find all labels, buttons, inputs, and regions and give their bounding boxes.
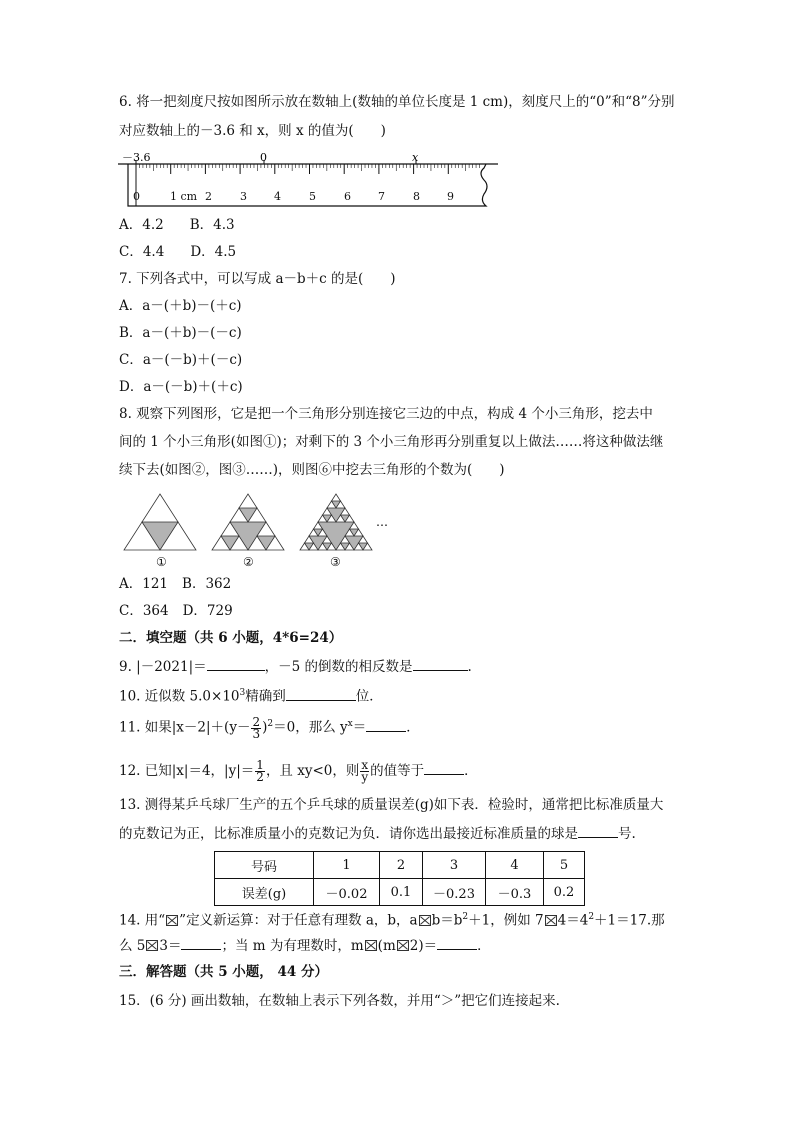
q10-answer-blank[interactable]	[286, 687, 356, 701]
q9-part3: .	[467, 659, 472, 675]
q12-part4: ．	[464, 763, 478, 779]
otimes-operator-icon	[545, 915, 557, 926]
q11-part3: ＝0，那么 y	[273, 719, 348, 736]
table-cell: 5	[544, 852, 585, 879]
q14-text-j: (m	[377, 938, 396, 954]
q6-options-cd	[119, 243, 236, 261]
q6-option-c[interactable]: C．4.4	[119, 244, 165, 260]
q14-line1	[119, 908, 665, 930]
figure-label-1: ①	[156, 555, 167, 569]
q7-option-b[interactable]: B．a－(＋b)－(－c)	[119, 325, 242, 341]
table-header-cell: 误差(g)	[215, 879, 314, 906]
q8-line2: 间的 1 个小三角形(如图①)；对剩下的 3 个小三角形再分别重复以上做法……将这种做法继	[119, 434, 664, 450]
q9-answer-blank-2[interactable]	[413, 657, 468, 671]
sierpinski-figures	[0, 490, 794, 570]
q7-option-c[interactable]: C．a－(－b)＋(－c)	[119, 352, 243, 368]
q6-option-b[interactable]: B．4.3	[189, 217, 235, 233]
figure-label-3: ③	[330, 555, 341, 569]
q6-line2: 对应数轴上的－3.6 和 x，则 x 的值为( )	[119, 123, 386, 139]
table-row	[215, 879, 585, 906]
q13-line2b: 号.	[618, 826, 636, 842]
q13-line2	[119, 824, 636, 843]
q11-square: 2	[267, 719, 274, 729]
q13-line2a: 的克数记为正，比标准质量小的克数记为负．请你选出最接近标准质量的球是	[119, 826, 578, 842]
q7-option-a[interactable]: A．a－(＋b)－(＋c)	[119, 298, 242, 314]
q10-part1: 10. 近似数 5.0×10	[119, 688, 240, 705]
figure-label-2: ②	[243, 555, 254, 569]
q11-answer-blank[interactable]	[366, 718, 406, 732]
q13-line1: 13. 测得某乒乓球厂生产的五个乒乓球的质量误差(g)如下表．检验时，通常把比标准质量大	[119, 797, 664, 813]
q14-text-b: ”定义新运算：对于任意有理数 a，b，a	[179, 912, 418, 929]
q12	[119, 760, 478, 783]
section3-heading: 三．解答题（共 5 小题， 44 分）	[119, 964, 328, 980]
error-table	[214, 851, 585, 906]
q14-text-a: 14. 用“	[119, 912, 166, 929]
ruler-num-9: 9	[447, 190, 454, 203]
q12-fraction-xy: $\frac{x}{y}$	[361, 758, 369, 784]
table-cell: 1	[314, 852, 380, 879]
q12-part3: 的值等于	[370, 763, 425, 779]
q14-text-g: 么 5	[119, 938, 146, 954]
q14-text-k: 2)＝	[409, 938, 438, 954]
q8-option-b[interactable]: B．362	[182, 576, 232, 592]
q8-option-d[interactable]: D．729	[182, 603, 233, 619]
q9	[119, 657, 472, 676]
table-header-cell: 号码	[215, 852, 314, 879]
q14-answer-blank-1[interactable]	[181, 936, 221, 950]
ruler-num-1cm: 1 cm	[170, 190, 198, 203]
otimes-operator-icon	[365, 940, 377, 951]
q6-option-d[interactable]: D．4.5	[190, 244, 237, 260]
q14-text-l: ．	[477, 938, 491, 954]
ruler-num-7: 7	[378, 190, 385, 203]
table-cell: 3	[423, 852, 486, 879]
q10-exponent: 3	[239, 688, 246, 698]
ruler-num-6: 6	[344, 190, 351, 203]
q7-stem: 7. 下列各式中，可以写成 a－b＋c 的是( )	[119, 271, 396, 287]
otimes-operator-icon	[397, 940, 409, 951]
otimes-operator-icon	[166, 915, 178, 926]
q11-exp-x: x	[347, 719, 353, 729]
table-cell: －0.02	[314, 879, 380, 906]
q14-text-f: ＋1＝17.那	[594, 912, 665, 929]
q11-part4: ＝	[352, 719, 367, 736]
q14-sup-c: 2	[462, 912, 469, 922]
ruler-figure	[0, 146, 794, 216]
q14-text-i: ；当 m 为有理数时，m	[221, 938, 364, 954]
q14-text-h: 3＝	[159, 938, 182, 954]
q10	[119, 684, 383, 706]
ruler-num-5: 5	[309, 190, 316, 203]
figure-ellipsis: …	[376, 515, 388, 529]
q7-option-d[interactable]: D．a－(－b)＋(＋c)	[119, 379, 243, 395]
q12-part1: 12. 已知|x|＝4，|y|＝	[119, 763, 255, 779]
triangle-figure-1	[124, 494, 196, 550]
ruler-num-2: 2	[205, 190, 212, 203]
q11-part5: ．	[406, 719, 420, 736]
q6-option-a[interactable]: A．4.2	[119, 217, 164, 233]
q11	[119, 715, 420, 740]
q14-text-c: b＝b	[431, 912, 463, 929]
q8-options-ab	[119, 575, 231, 593]
table-cell: 2	[380, 852, 423, 879]
q11-fraction: $\frac{2}{3}$	[252, 714, 261, 741]
ruler-num-8: 8	[413, 190, 420, 203]
otimes-operator-icon	[146, 940, 158, 951]
q12-part2: ，且 xy<0，则	[265, 763, 360, 779]
ruler-num-4: 4	[274, 190, 281, 203]
q14-sup-e: 2	[588, 912, 595, 922]
q8-line3: 续下去(如图②，图③……)，则图⑥中挖去三角形的个数为( )	[119, 462, 505, 478]
ruler-num-3: 3	[240, 190, 247, 203]
q9-answer-blank-1[interactable]	[207, 657, 265, 671]
q15-text: 15．(6 分) 画出数轴，在数轴上表示下列各数，并用“＞”把它们连接起来.	[119, 993, 560, 1009]
axis-label-neg36: －3.6	[122, 151, 151, 164]
axis-label-zero: 0	[260, 151, 267, 164]
ruler-num-0: 0	[133, 190, 140, 203]
q9-part2: ，－5 的倒数的相反数是	[264, 659, 413, 675]
otimes-operator-icon	[419, 915, 431, 926]
q8-option-c[interactable]: C．364	[119, 603, 169, 619]
q14-text-d: ＋1，例如 7	[468, 912, 544, 929]
q10-part3: 位．	[355, 688, 383, 705]
section2-heading: 二．填空题（共 6 小题，4*6=24）	[119, 630, 343, 646]
q8-option-a[interactable]: A．121	[119, 576, 169, 592]
q11-part1: 11. 如果|x－2|＋(y－	[119, 719, 251, 736]
q14-answer-blank-2[interactable]	[437, 936, 477, 950]
q14-text-e: 4＝4	[557, 912, 589, 929]
triangle-figure-2	[212, 494, 284, 550]
triangle-figure-3	[300, 494, 372, 550]
table-cell: 4	[486, 852, 544, 879]
q12-answer-blank[interactable]	[424, 761, 464, 775]
axis-label-x: x	[412, 151, 419, 164]
table-cell: －0.23	[423, 879, 486, 906]
table-cell: －0.3	[486, 879, 544, 906]
q9-part1: 9. |－2021|＝	[119, 659, 207, 675]
q10-part2: 精确到	[245, 688, 286, 705]
q6-line1: 6. 将一把刻度尺按如图所示放在数轴上(数轴的单位长度是 1 cm)，刻度尺上的“0”和“8”分别	[119, 94, 675, 110]
q8-options-cd	[119, 602, 233, 620]
q6-options-ab	[119, 216, 235, 234]
table-row	[215, 852, 585, 879]
q13-answer-blank[interactable]	[578, 824, 618, 838]
q8-line1: 8. 观察下列图形，它是把一个三角形分别连接它三边的中点，构成 4 个小三角形，挖去中	[119, 406, 653, 422]
q14-line2	[119, 936, 491, 955]
q11-paren: )	[262, 719, 268, 736]
table-cell: 0.1	[380, 879, 423, 906]
q12-fraction-half: $\frac{1}{2}$	[256, 758, 264, 784]
table-cell: 0.2	[544, 879, 585, 906]
